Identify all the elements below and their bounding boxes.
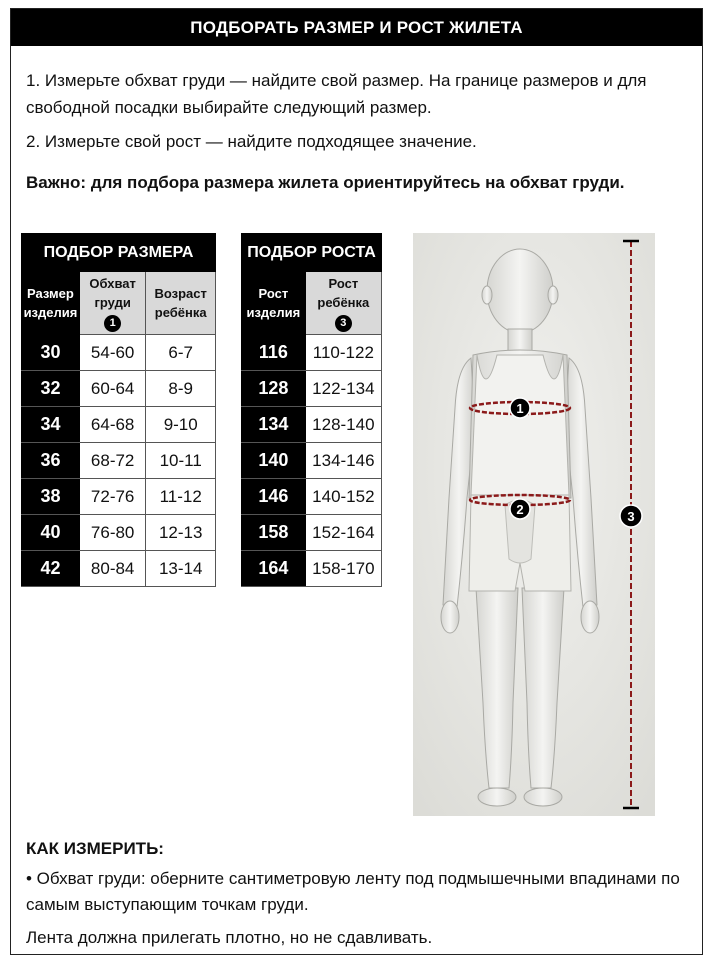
table-row: 116 110-122: [242, 335, 382, 371]
table-row: 42 80-84 13-14: [22, 551, 216, 587]
table-row: 32 60-64 8-9: [22, 371, 216, 407]
instruction-step-1: 1. Измерьте обхват груди — найдите свой размер. На границе размеров и для свободной посадки выбирайте следующий размер.: [26, 71, 647, 117]
table-row: 34 64-68 9-10: [22, 407, 216, 443]
marker-chest-badge: [510, 398, 530, 418]
height-table: [241, 233, 382, 587]
instructions: [26, 67, 696, 203]
important-note: Важно: для подбора размера жилета ориентируйтесь на обхват груди.: [26, 173, 625, 192]
size-col-header: Размер изделия: [22, 272, 80, 335]
svg-text:3: 3: [627, 509, 635, 524]
table-row: 146 140-152: [242, 479, 382, 515]
child-figure-illustration: [413, 233, 655, 816]
marker-height-badge: [620, 505, 642, 527]
table-row: 134 128-140: [242, 407, 382, 443]
table-row: 40 76-80 12-13: [22, 515, 216, 551]
age-col-header: Возраст ребёнка: [146, 272, 216, 335]
how-to-heading: КАК ИЗМЕРИТЬ:: [26, 839, 164, 858]
size-table: [21, 233, 216, 587]
marker-1-badge: 1: [104, 315, 121, 332]
size-table-title: ПОДБОР РАЗМЕРА: [22, 234, 216, 272]
marker-3-badge: 3: [335, 315, 352, 332]
table-row: 158 152-164: [242, 515, 382, 551]
how-to-bullet: • Обхват груди: оберните сантиметровую ленту под подмышечными впадинами по самым выступающим точкам груди.: [26, 869, 680, 914]
instruction-step-2: 2. Измерьте свой рост — найдите подходящее значение.: [26, 132, 477, 151]
table-row: 140 134-146: [242, 443, 382, 479]
chest-col-header: Обхват груди 1: [79, 272, 146, 335]
how-to-note: Лента должна прилегать плотно, но не сдавливать.: [26, 928, 433, 947]
marker-waist-badge: [510, 499, 530, 519]
table-row: 38 72-76 11-12: [22, 479, 216, 515]
svg-text:1: 1: [516, 401, 524, 416]
child-height-col-header: Рост ребёнка 3: [305, 272, 381, 335]
product-height-col-header: Рост изделия: [242, 272, 306, 335]
child-figure-svg: [413, 233, 655, 816]
how-to-measure: [26, 836, 696, 958]
svg-text:2: 2: [516, 502, 524, 517]
table-row: 36 68-72 10-11: [22, 443, 216, 479]
table-row: 164 158-170: [242, 551, 382, 587]
table-row: 30 54-60 6-7: [22, 335, 216, 371]
page-title: ПОДБОРАТЬ РАЗМЕР И РОСТ ЖИЛЕТА: [11, 9, 702, 46]
table-row: 128 122-134: [242, 371, 382, 407]
height-table-title: ПОДБОР РОСТА: [242, 234, 382, 272]
